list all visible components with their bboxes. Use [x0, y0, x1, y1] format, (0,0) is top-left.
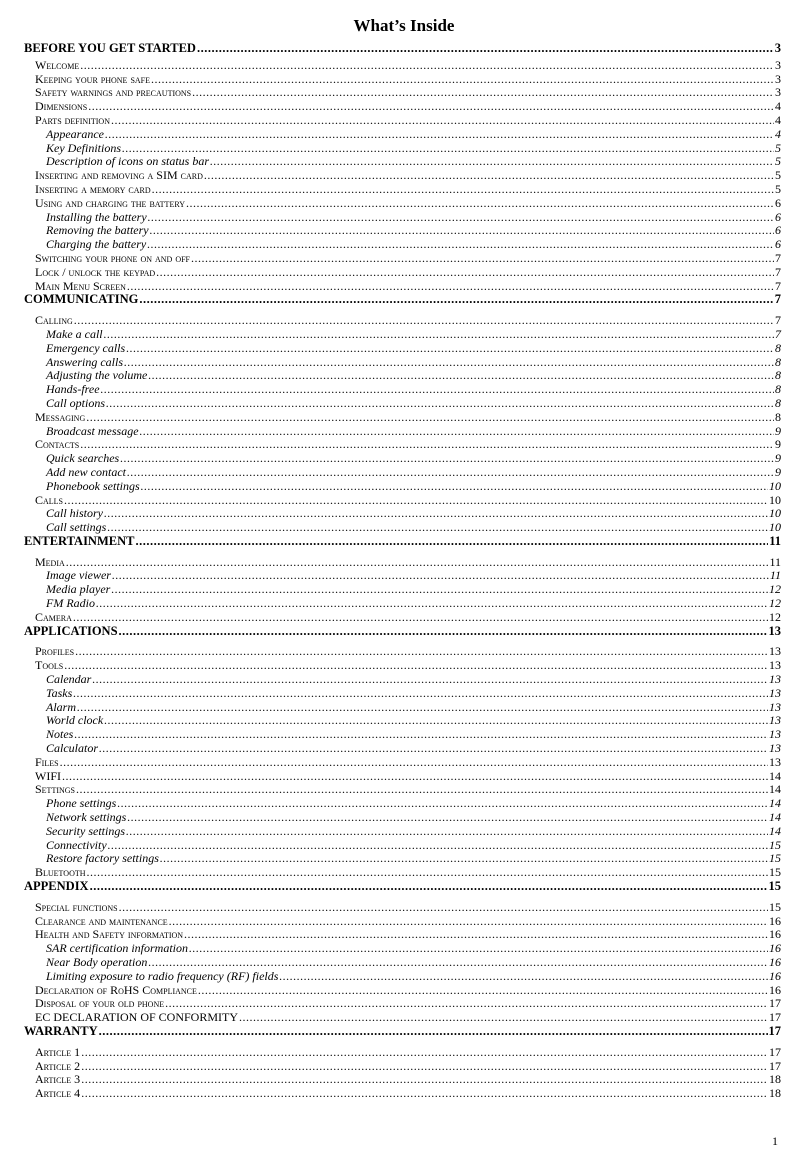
dot-leader	[74, 728, 768, 742]
page-number: 1	[772, 1134, 778, 1148]
toc-entry-title: Disposal of your old phone	[35, 996, 165, 1011]
toc-entry-title: Security settings	[46, 823, 125, 838]
dot-leader	[135, 535, 768, 549]
dot-leader	[186, 197, 774, 211]
toc-entry[interactable]	[24, 687, 781, 701]
toc-entry[interactable]	[24, 328, 781, 342]
dot-leader	[148, 369, 774, 383]
toc-page-number: 13	[769, 754, 781, 769]
dot-leader	[184, 928, 768, 942]
dot-leader	[81, 1087, 768, 1101]
toc-entry-title: Broadcast message	[46, 423, 139, 438]
dot-leader	[107, 521, 768, 535]
dot-leader	[86, 411, 774, 425]
toc-page-number: 12	[769, 609, 781, 624]
toc-entry[interactable]	[24, 970, 781, 984]
toc-page-number: 5	[775, 168, 781, 183]
page-title: What’s Inside	[353, 16, 455, 35]
toc-entry-title: Article 2	[35, 1058, 81, 1073]
toc-page-number: 10	[769, 520, 781, 535]
dot-leader	[80, 438, 774, 452]
toc-entry-title: Calendar	[46, 672, 92, 687]
toc-entry-title: SAR certification information	[46, 941, 188, 956]
dot-leader	[192, 86, 774, 100]
toc-entry-title: Media	[35, 554, 65, 569]
toc-page-number: 15	[768, 879, 781, 894]
toc-entry[interactable]	[24, 756, 781, 770]
toc-page-number: 9	[775, 451, 781, 466]
toc-entry-title: Hands-free	[46, 382, 100, 397]
toc-entry-title: Welcome	[35, 57, 80, 72]
toc-page-number: 11	[769, 554, 781, 569]
toc-entry-title: Using and charging the battery	[35, 195, 185, 210]
toc-entry[interactable]	[24, 701, 781, 715]
toc-page-number: 15	[769, 837, 781, 852]
toc-entry-title: World clock	[46, 713, 104, 728]
toc-entry-title: EC DECLARATION OF CONFORMITY	[35, 1010, 239, 1025]
toc-page-number: 7	[775, 264, 781, 279]
toc-page-number: 13	[769, 727, 781, 742]
toc-entry[interactable]	[24, 942, 781, 956]
toc-page-number: 14	[769, 796, 781, 811]
toc-entry-title: Health and Safety information	[35, 927, 184, 942]
toc-entry-title: Answering calls	[46, 354, 123, 369]
toc-page-number: 14	[769, 782, 781, 797]
dot-leader	[111, 583, 768, 597]
toc-entry[interactable]	[24, 314, 781, 328]
toc-entry-title: Call options	[46, 395, 106, 410]
dot-leader	[148, 956, 768, 970]
toc-entry-title: Description of icons on status bar	[46, 154, 210, 169]
toc-page-number: 6	[775, 237, 781, 252]
dot-leader	[156, 266, 774, 280]
toc-entry[interactable]	[24, 1073, 781, 1087]
toc-page-number: 13	[769, 658, 781, 673]
toc-entry[interactable]	[24, 142, 781, 156]
toc-entry[interactable]	[24, 197, 781, 211]
toc-entry[interactable]	[24, 100, 781, 114]
toc-entry[interactable]	[24, 169, 781, 183]
dot-leader	[191, 252, 774, 266]
dot-leader	[104, 714, 768, 728]
toc-entry[interactable]	[24, 714, 781, 728]
toc-page-number: 16	[769, 927, 781, 942]
toc-entry[interactable]	[24, 342, 781, 356]
toc-section-heading[interactable]	[24, 42, 781, 56]
toc-entry-title: Phonebook settings	[46, 478, 140, 493]
dot-leader	[139, 293, 773, 307]
toc-entry-title: FM Radio	[46, 596, 95, 611]
toc-page-number: 18	[769, 1072, 781, 1087]
dot-leader	[76, 783, 768, 797]
toc-entry-title: Switching your phone on and off	[35, 250, 191, 265]
toc-page-number: 17	[769, 1058, 781, 1073]
dot-leader	[74, 314, 774, 328]
dot-leader	[127, 280, 774, 294]
dot-leader	[81, 1046, 768, 1060]
toc-page-number: 10	[769, 506, 781, 521]
toc-page-number: 7	[775, 278, 781, 293]
dot-leader	[189, 942, 768, 956]
toc-entry-title: Article 4	[35, 1086, 81, 1101]
toc-page-number: 13	[768, 623, 781, 638]
toc-entry-title: Inserting a memory card	[35, 181, 151, 196]
dot-leader	[96, 597, 768, 611]
toc-entry-title: Call history	[46, 506, 104, 521]
toc-page-number: 5	[775, 140, 781, 155]
dot-leader	[197, 42, 774, 56]
toc-entry[interactable]	[24, 783, 781, 797]
toc-page-number: 18	[769, 1086, 781, 1101]
toc-entry[interactable]	[24, 956, 781, 970]
toc-entry[interactable]	[24, 583, 781, 597]
toc-entry[interactable]	[24, 770, 781, 784]
toc-entry-title: Keeping your phone safe	[35, 71, 151, 86]
dot-leader	[122, 142, 774, 156]
toc-page-number: 8	[775, 368, 781, 383]
toc-entry[interactable]	[24, 915, 781, 929]
toc-page-number: 4	[775, 99, 781, 114]
toc-entry-title: Safety warnings and precautions	[35, 85, 192, 100]
toc-page-number: 4	[775, 126, 781, 141]
toc-entry[interactable]	[24, 266, 781, 280]
toc-entry-title: Lock / unlock the keypad	[35, 264, 156, 279]
toc-page-number: 3	[775, 71, 781, 86]
toc-entry-title: Clearance and maintenance	[35, 913, 168, 928]
toc-entry-title: Calculator	[46, 741, 99, 756]
toc-page-number: 14	[769, 768, 781, 783]
toc-entry-title: Notes	[46, 727, 74, 742]
toc-page-number: 8	[775, 340, 781, 355]
toc-entry-title: Connectivity	[46, 837, 107, 852]
dot-leader	[92, 673, 768, 687]
toc-page-number: 8	[775, 409, 781, 424]
dot-leader	[117, 797, 768, 811]
toc-entry-title: Calling	[35, 313, 73, 328]
toc-entry-title: Main Menu Screen	[35, 278, 126, 293]
toc-entry-title: WARRANTY	[24, 1023, 98, 1038]
toc-section-heading[interactable]	[24, 880, 781, 894]
toc-page-number: 10	[769, 478, 781, 493]
toc-entry[interactable]	[24, 411, 781, 425]
dot-leader	[127, 466, 774, 480]
toc-entry-title: Inserting and removing a SIM card	[35, 168, 203, 183]
toc-page-number: 15	[769, 865, 781, 880]
toc-page-number: 16	[769, 968, 781, 983]
toc-entry-title: Alarm	[46, 699, 76, 714]
toc-entry-title: Tasks	[46, 685, 73, 700]
dot-leader	[104, 328, 774, 342]
toc-entry[interactable]	[24, 238, 781, 252]
toc-entry-title: COMMUNICATING	[24, 292, 139, 307]
toc-entry-title: Messaging	[35, 409, 86, 424]
dot-leader	[104, 507, 768, 521]
toc-entry[interactable]	[24, 673, 781, 687]
dot-leader	[119, 625, 768, 639]
toc-entry-title: Parts definition	[35, 112, 110, 127]
toc-entry[interactable]	[24, 797, 781, 811]
dot-leader	[126, 825, 768, 839]
toc-entry[interactable]	[24, 224, 781, 238]
toc-entry[interactable]	[24, 852, 781, 866]
toc-entry[interactable]	[24, 466, 781, 480]
toc-entry[interactable]	[24, 866, 781, 880]
toc-entry[interactable]	[24, 369, 781, 383]
toc-page-number: 13	[769, 713, 781, 728]
toc-entry-title: Article 3	[35, 1072, 81, 1087]
dot-leader	[60, 756, 768, 770]
toc-page-number: 11	[769, 568, 781, 583]
toc-section-heading[interactable]	[24, 293, 781, 307]
toc-entry-title: Tools	[35, 658, 64, 673]
toc-page-number: 16	[769, 955, 781, 969]
toc-page-number: 8	[775, 382, 781, 397]
toc-entry-title: Restore factory settings	[46, 851, 159, 866]
dot-leader	[119, 901, 768, 915]
toc-entry[interactable]	[24, 494, 781, 508]
toc-entry-title: Network settings	[46, 810, 127, 825]
toc-entry-title: Add new contact	[46, 464, 126, 479]
toc-entry[interactable]	[24, 280, 781, 294]
dot-leader	[64, 494, 768, 508]
toc-entry[interactable]	[24, 452, 781, 466]
toc-entry[interactable]	[24, 1087, 781, 1101]
toc-entry-title: Make a call	[46, 326, 103, 341]
dot-leader	[147, 238, 774, 252]
dot-leader	[81, 1073, 768, 1087]
dot-leader	[204, 169, 774, 183]
dot-leader	[148, 211, 774, 225]
toc-entry[interactable]	[24, 569, 781, 583]
dot-leader	[111, 114, 774, 128]
toc-entry-title: Appearance	[46, 126, 104, 141]
toc-entry[interactable]	[24, 211, 781, 225]
toc-page-number: 7	[775, 313, 781, 328]
toc-entry-title: Files	[35, 754, 59, 769]
toc-entry-title: Bluetooth	[35, 865, 86, 880]
dot-leader	[106, 397, 774, 411]
toc-entry-title: Key Definitions	[46, 140, 121, 155]
toc-entry[interactable]	[24, 728, 781, 742]
toc-entry[interactable]	[24, 397, 781, 411]
toc-entry-title: Near Body operation	[46, 955, 148, 969]
dot-leader	[73, 687, 768, 701]
dot-leader	[88, 100, 774, 114]
toc-entry[interactable]	[24, 597, 781, 611]
toc-entry[interactable]	[24, 59, 781, 73]
toc-entry[interactable]	[24, 1046, 781, 1060]
toc-page-number: 5	[775, 154, 781, 169]
toc-entry[interactable]	[24, 556, 781, 570]
dot-leader	[124, 356, 774, 370]
toc-page-number: 13	[769, 672, 781, 687]
toc-page-number: 17	[769, 996, 781, 1011]
dot-leader	[99, 1025, 768, 1039]
dot-leader	[279, 970, 768, 984]
toc-entry[interactable]	[24, 128, 781, 142]
dot-leader	[73, 611, 768, 625]
toc-entry-title: Installing the battery	[46, 209, 147, 224]
toc-page-number: 10	[769, 492, 781, 507]
toc-entry[interactable]	[24, 839, 781, 853]
toc-entry-title: Declaration of RoHS Compliance	[35, 982, 197, 997]
toc-entry[interactable]	[24, 901, 781, 915]
dot-leader	[151, 73, 774, 87]
toc-page-number: 17	[769, 1044, 781, 1059]
toc-page-number: 9	[775, 464, 781, 479]
toc-entry[interactable]	[24, 383, 781, 397]
toc-entry-title: Emergency calls	[46, 340, 126, 355]
toc-section-heading[interactable]	[24, 1025, 781, 1039]
toc-entry-title: Adjusting the volume	[46, 368, 148, 383]
toc-page-number: 6	[775, 223, 781, 238]
toc-entry-title: Removing the battery	[46, 223, 149, 238]
toc-entry[interactable]	[24, 997, 781, 1011]
dot-leader	[169, 915, 768, 929]
toc-page-number: 17	[768, 1023, 781, 1038]
toc-page-number: 12	[769, 596, 781, 611]
toc-section-heading[interactable]	[24, 535, 781, 549]
dot-leader	[64, 659, 768, 673]
toc-entry-title: Dimensions	[35, 99, 88, 114]
toc-entry-title: Special functions	[35, 899, 118, 914]
dot-leader	[90, 880, 768, 894]
toc-entry-title: APPLICATIONS	[24, 623, 118, 638]
toc-page-number: 16	[769, 941, 781, 956]
toc-page-number: 13	[769, 644, 781, 659]
toc-page-number: 7	[775, 326, 781, 341]
dot-leader	[80, 59, 774, 73]
dot-leader	[81, 1060, 768, 1074]
toc-entry-title: Calls	[35, 492, 64, 507]
toc-entry[interactable]	[24, 425, 781, 439]
toc-page-number: 7	[774, 292, 781, 307]
toc-entry[interactable]	[24, 86, 781, 100]
dot-leader	[165, 997, 768, 1011]
toc-entry[interactable]	[24, 438, 781, 452]
toc-entry-title: Media player	[46, 582, 111, 597]
toc-page-number: 9	[775, 423, 781, 438]
dot-leader	[77, 701, 768, 715]
toc-page-number: 11	[769, 533, 781, 548]
toc-page-number: 9	[775, 437, 781, 452]
dot-leader	[140, 425, 774, 439]
dot-leader	[239, 1011, 768, 1025]
toc-entry[interactable]	[24, 183, 781, 197]
toc-entry-title: Limiting exposure to radio frequency (RF) fields	[46, 968, 279, 983]
toc-page-number: 14	[769, 810, 781, 825]
toc-page-number: 3	[775, 85, 781, 100]
toc-page-number: 8	[775, 354, 781, 369]
toc-entry-title: Article 1	[35, 1044, 81, 1059]
dot-leader	[127, 811, 768, 825]
dot-leader	[105, 128, 774, 142]
dot-leader	[62, 770, 768, 784]
toc-entry[interactable]	[24, 155, 781, 169]
toc-entry[interactable]	[24, 252, 781, 266]
toc-entry[interactable]	[24, 1011, 781, 1025]
toc-entry-title: BEFORE YOU GET STARTED	[24, 41, 196, 55]
toc-page-number: 6	[775, 195, 781, 210]
dot-leader	[150, 224, 774, 238]
toc-entry[interactable]	[24, 984, 781, 998]
dot-leader	[87, 866, 768, 880]
toc-page-number: 13	[769, 741, 781, 756]
toc-entry[interactable]	[24, 645, 781, 659]
dot-leader	[101, 383, 774, 397]
toc-entry-title: Call settings	[46, 520, 107, 535]
dot-leader	[126, 342, 774, 356]
toc-entry-title: Contacts	[35, 437, 80, 452]
toc-entry[interactable]	[24, 825, 781, 839]
toc-entry[interactable]	[24, 480, 781, 494]
dot-leader	[160, 852, 768, 866]
toc-entry[interactable]	[24, 1060, 781, 1074]
toc-page-number: 12	[769, 582, 781, 597]
dot-leader	[75, 645, 768, 659]
toc-entry[interactable]	[24, 521, 781, 535]
dot-leader	[152, 183, 774, 197]
toc-entry[interactable]	[24, 742, 781, 756]
dot-leader	[112, 569, 769, 583]
toc-page-number: 6	[775, 209, 781, 224]
toc-page-number: 8	[775, 395, 781, 410]
toc-section-heading[interactable]	[24, 625, 781, 639]
toc-entry-title: Quick searches	[46, 451, 120, 466]
toc-entry-title: Charging the battery	[46, 237, 147, 252]
toc-entry[interactable]	[24, 73, 781, 87]
toc-entry-title: Camera	[35, 609, 72, 624]
toc-page-number: 3	[774, 41, 781, 55]
toc-entry[interactable]	[24, 811, 781, 825]
toc-entry-title: APPENDIX	[24, 879, 89, 894]
toc-page-number: 15	[769, 899, 781, 914]
toc-page-number: 7	[775, 250, 781, 265]
toc-entry[interactable]	[24, 114, 781, 128]
toc-page-number: 3	[775, 57, 781, 72]
toc-page-number: 15	[769, 851, 781, 866]
toc-entry-title: WIFI	[35, 768, 61, 783]
toc-entry-title: Image viewer	[46, 568, 111, 583]
toc-entry[interactable]	[24, 507, 781, 521]
dot-leader	[141, 480, 768, 494]
dot-leader	[108, 839, 768, 853]
dot-leader	[120, 452, 774, 466]
dot-leader	[66, 556, 769, 570]
toc-entry[interactable]	[24, 928, 781, 942]
toc-page-number: 4	[775, 112, 781, 127]
toc-entry-title: Profiles	[35, 644, 75, 659]
toc-page-number: 5	[775, 181, 781, 196]
dot-leader	[210, 155, 774, 169]
toc-entry-title: ENTERTAINMENT	[24, 533, 135, 548]
toc-page-number: 14	[769, 823, 781, 838]
table-of-contents	[24, 42, 781, 1101]
toc-entry-title: Phone settings	[46, 796, 117, 811]
dot-leader	[198, 984, 768, 998]
toc-entry[interactable]	[24, 356, 781, 370]
dot-leader	[99, 742, 768, 756]
toc-page-number: 16	[769, 913, 781, 928]
toc-entry-title: Settings	[35, 782, 76, 797]
toc-page-number: 17	[769, 1010, 781, 1025]
toc-page-number: 13	[769, 685, 781, 700]
toc-entry[interactable]	[24, 611, 781, 625]
toc-page-number: 13	[769, 699, 781, 714]
toc-page-number: 16	[769, 982, 781, 997]
toc-entry[interactable]	[24, 659, 781, 673]
